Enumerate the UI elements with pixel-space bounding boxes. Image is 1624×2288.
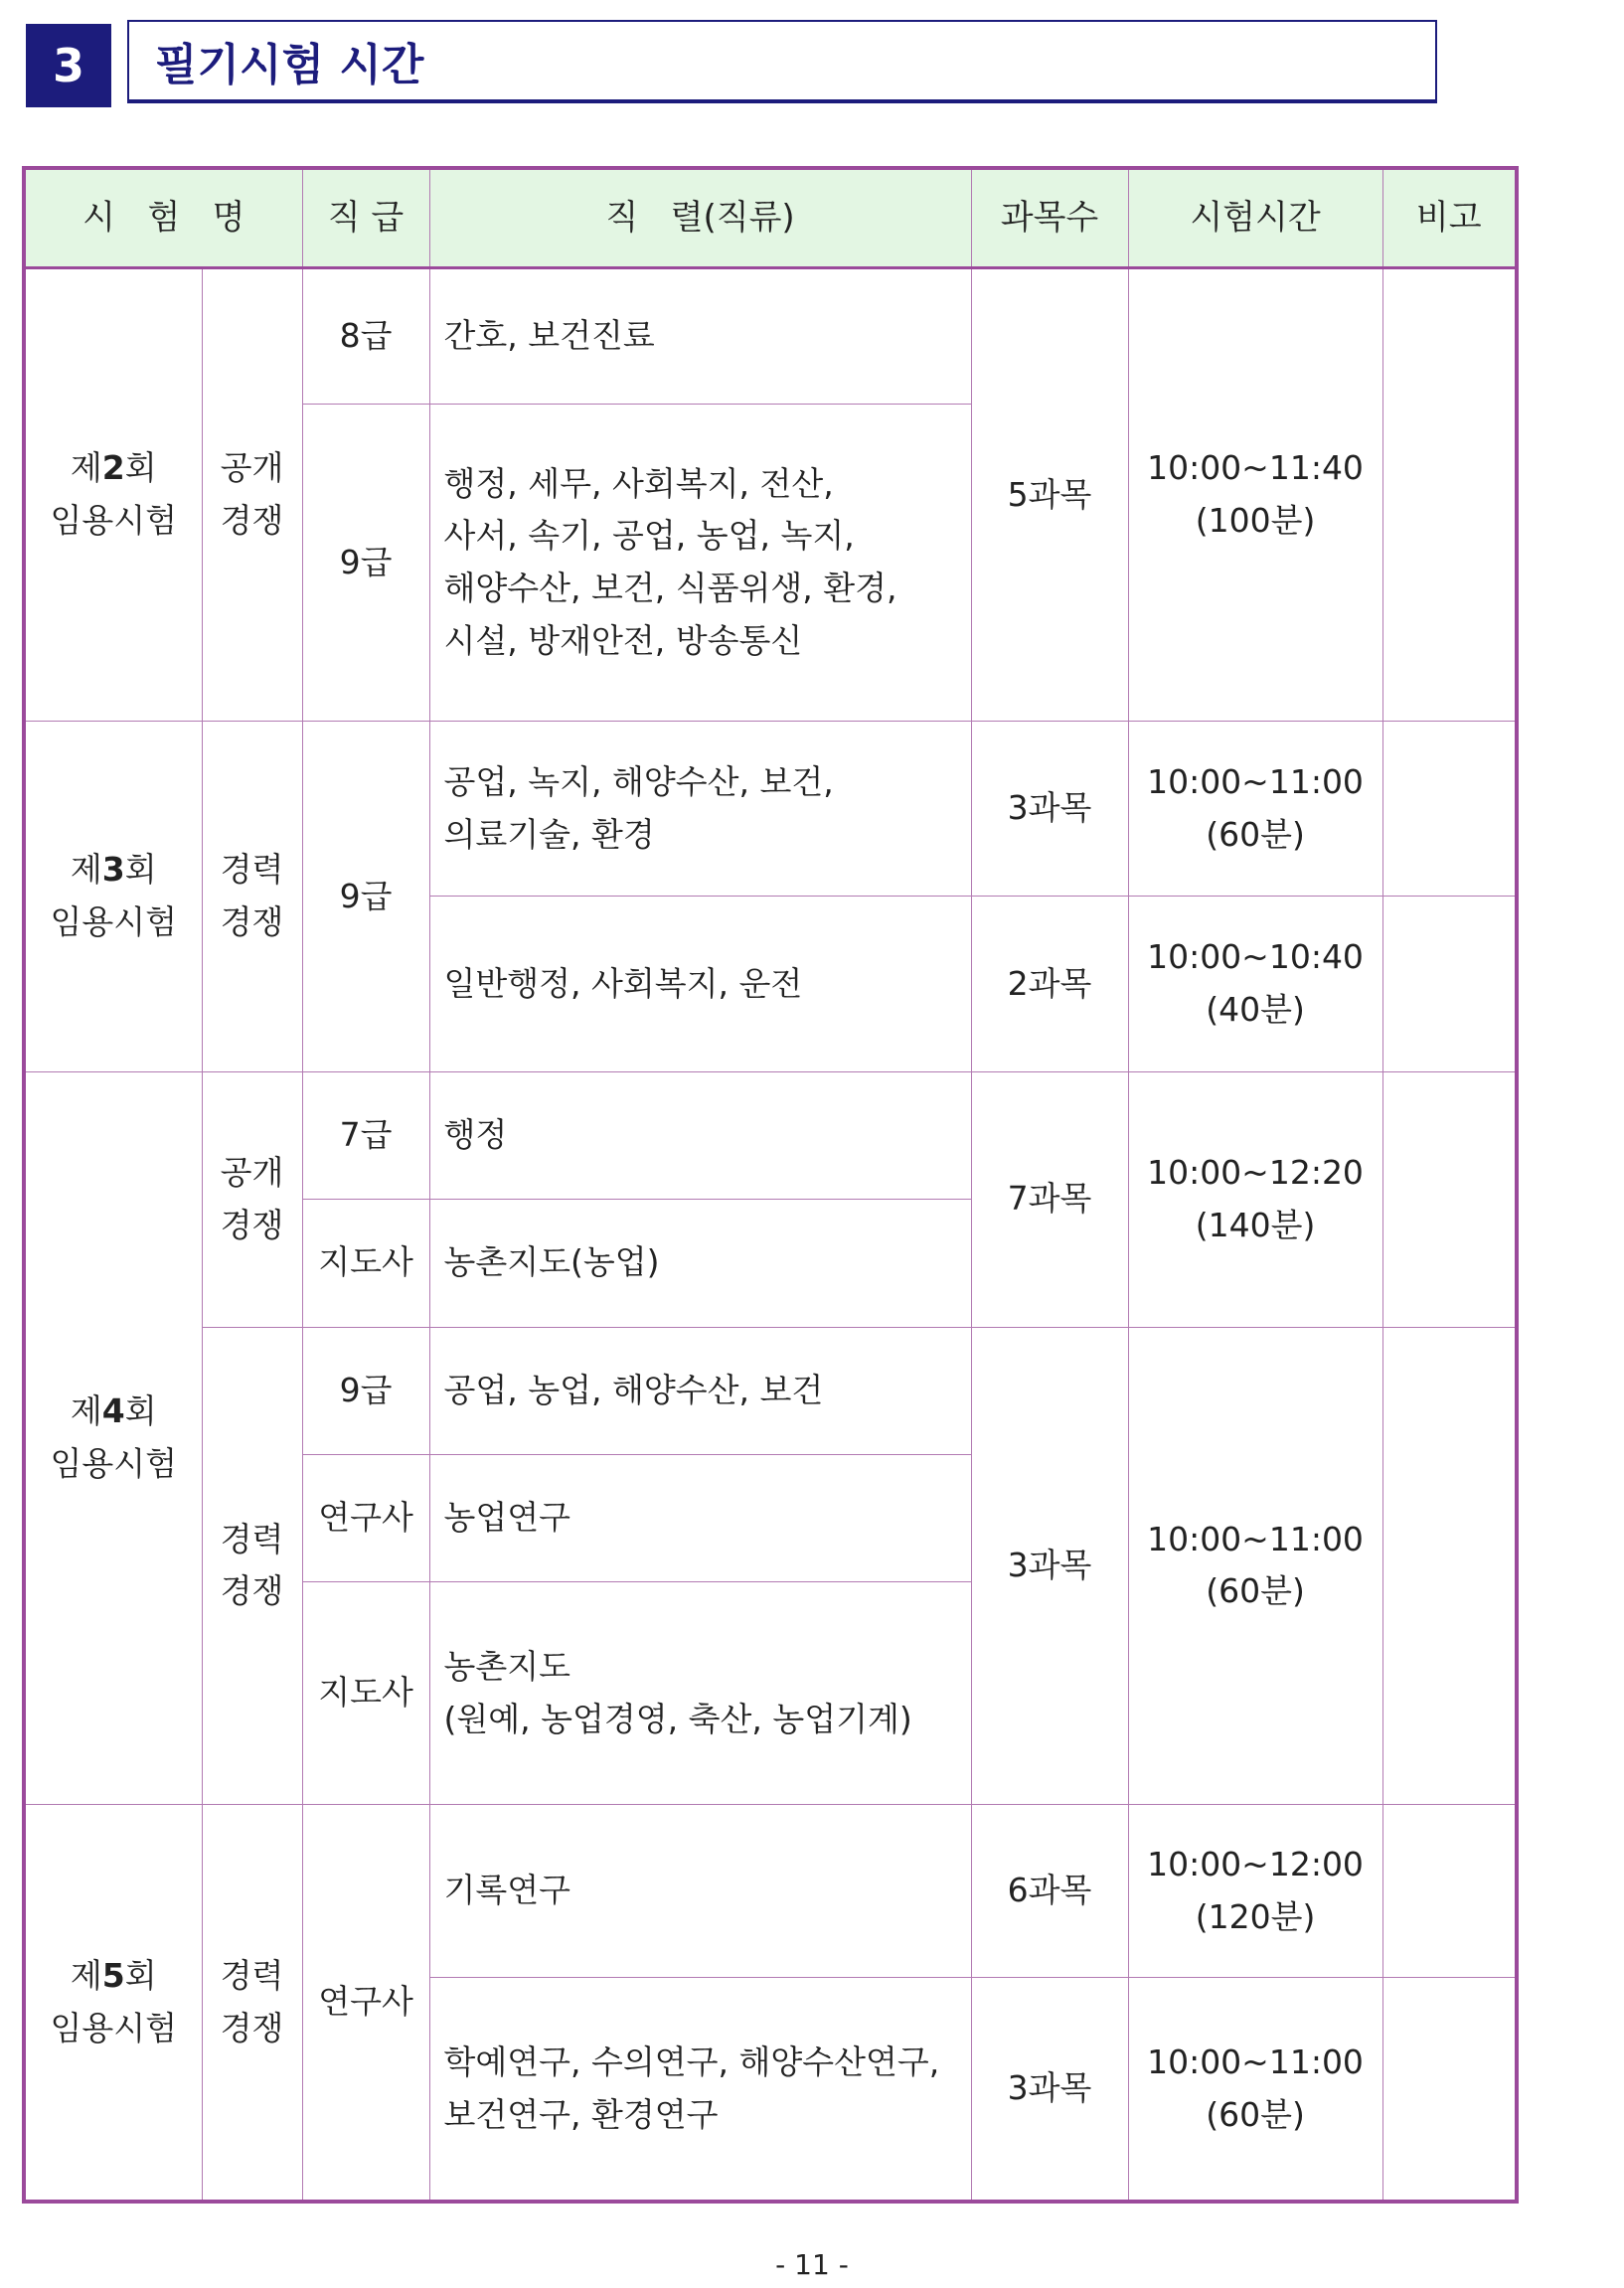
- series-cell: [429, 1978, 971, 2202]
- section-number: 3: [26, 24, 111, 107]
- time-duration: (120분): [1195, 1896, 1316, 1936]
- subjects-cell: 3과목: [971, 722, 1128, 897]
- type-cell: [202, 1071, 302, 1327]
- series-line: 공업, 녹지, 해양수산, 보건,: [443, 762, 834, 802]
- grade-cell: 지도사: [302, 1581, 429, 1804]
- series-line: 의료기술, 환경: [443, 814, 655, 854]
- note-cell: [1382, 268, 1517, 722]
- series-line: 시설, 방재안전, 방송통신: [443, 621, 803, 660]
- note-cell: [1382, 722, 1517, 897]
- table-row: [24, 1805, 1517, 1978]
- type-cell: [202, 722, 302, 1071]
- exam-schedule-table: [22, 166, 1519, 2204]
- header-exam-name: 시 험 명: [24, 168, 302, 268]
- series-line: 행정, 세무, 사회복지, 전산,: [443, 463, 834, 503]
- note-cell: [1382, 1805, 1517, 1978]
- round-cell: [24, 268, 202, 722]
- round-label: 제3회: [70, 850, 157, 890]
- time-cell: [1128, 1805, 1382, 1978]
- series-line: 해양수산, 보건, 식품위생, 환경,: [443, 569, 897, 608]
- note-cell: [1382, 1327, 1517, 1804]
- series-cell: [429, 405, 971, 722]
- type-label: 공개: [220, 448, 284, 488]
- round-sublabel: 임용시험: [50, 901, 177, 941]
- time-duration: (60분): [1206, 2094, 1305, 2134]
- type-sublabel: 경쟁: [220, 1205, 284, 1244]
- grade-cell: 8급: [302, 268, 429, 405]
- table-row: [24, 1071, 1517, 1199]
- grade-cell: 9급: [302, 722, 429, 1071]
- series-cell: 농업연구: [429, 1454, 971, 1581]
- type-sublabel: 경쟁: [220, 901, 284, 941]
- time-duration: (40분): [1206, 990, 1305, 1030]
- subjects-cell: 3과목: [971, 1327, 1128, 1804]
- section-title: 필기시험 시간: [127, 20, 1437, 103]
- time-cell: [1128, 1327, 1382, 1804]
- round-cell: [24, 722, 202, 1071]
- time-cell: [1128, 1978, 1382, 2202]
- series-cell: [429, 722, 971, 897]
- time-cell: [1128, 268, 1382, 722]
- series-line: 농촌지도: [443, 1646, 571, 1686]
- header-time: 시험시간: [1128, 168, 1382, 268]
- type-sublabel: 경쟁: [220, 501, 284, 541]
- time-range: 10:00~10:40: [1147, 937, 1364, 977]
- type-label: 공개: [220, 1152, 284, 1192]
- type-sublabel: 경쟁: [220, 1571, 284, 1611]
- series-line: (원예, 농업경영, 축산, 농업기계): [443, 1699, 912, 1738]
- time-duration: (60분): [1206, 814, 1305, 854]
- round-label: 제4회: [70, 1391, 157, 1431]
- time-range: 10:00~12:20: [1147, 1152, 1364, 1192]
- round-sublabel: 임용시험: [50, 1443, 177, 1483]
- time-range: 10:00~11:00: [1147, 2042, 1364, 2081]
- series-cell: 일반행정, 사회복지, 운전: [429, 897, 971, 1071]
- series-cell: 농촌지도(농업): [429, 1199, 971, 1327]
- round-label: 제2회: [70, 448, 157, 488]
- time-range: 10:00~11:40: [1147, 448, 1364, 488]
- round-sublabel: 임용시험: [50, 2008, 177, 2047]
- time-cell: [1128, 897, 1382, 1071]
- subjects-cell: 3과목: [971, 1978, 1128, 2202]
- series-line: 보건연구, 환경연구: [443, 2094, 719, 2134]
- header-series: 직 렬(직류): [429, 168, 971, 268]
- grade-cell: 9급: [302, 405, 429, 722]
- header-subjects: 과목수: [971, 168, 1128, 268]
- table-row: [24, 1327, 1517, 1454]
- round-cell: [24, 1071, 202, 1805]
- time-duration: (140분): [1195, 1205, 1316, 1244]
- note-cell: [1382, 1978, 1517, 2202]
- note-cell: [1382, 897, 1517, 1071]
- series-line: 학예연구, 수의연구, 해양수산연구,: [443, 2042, 940, 2081]
- round-sublabel: 임용시험: [50, 501, 177, 541]
- time-cell: [1128, 722, 1382, 897]
- round-cell: [24, 1805, 202, 2202]
- type-sublabel: 경쟁: [220, 2008, 284, 2047]
- time-range: 10:00~11:00: [1147, 762, 1364, 802]
- subjects-cell: 7과목: [971, 1071, 1128, 1327]
- time-duration: (60분): [1206, 1571, 1305, 1611]
- time-duration: (100분): [1195, 501, 1316, 541]
- series-cell: 간호, 보건진료: [429, 268, 971, 405]
- round-label: 제5회: [70, 1955, 157, 1995]
- subjects-cell: 6과목: [971, 1805, 1128, 1978]
- grade-cell: 9급: [302, 1327, 429, 1454]
- subjects-cell: 2과목: [971, 897, 1128, 1071]
- time-range: 10:00~11:00: [1147, 1519, 1364, 1558]
- series-cell: 행정: [429, 1071, 971, 1199]
- type-label: 경력: [220, 1955, 284, 1995]
- series-cell: [429, 1581, 971, 1804]
- type-cell: [202, 1805, 302, 2202]
- series-cell: 공업, 농업, 해양수산, 보건: [429, 1327, 971, 1454]
- time-range: 10:00~12:00: [1147, 1844, 1364, 1883]
- subjects-cell: 5과목: [971, 268, 1128, 722]
- series-line: 사서, 속기, 공업, 농업, 녹지,: [443, 516, 855, 556]
- type-cell: [202, 1327, 302, 1804]
- series-cell: 기록연구: [429, 1805, 971, 1978]
- grade-cell: 연구사: [302, 1805, 429, 2202]
- time-cell: [1128, 1071, 1382, 1327]
- grade-cell: 7급: [302, 1071, 429, 1199]
- header-note: 비고: [1382, 168, 1517, 268]
- table-row: [24, 722, 1517, 897]
- grade-cell: 지도사: [302, 1199, 429, 1327]
- header-row: [24, 168, 1517, 268]
- grade-cell: 연구사: [302, 1454, 429, 1581]
- type-cell: [202, 268, 302, 722]
- table-row: [24, 268, 1517, 405]
- header-grade: 직 급: [302, 168, 429, 268]
- note-cell: [1382, 1071, 1517, 1327]
- type-label: 경력: [220, 1519, 284, 1558]
- page-number: - 11 -: [775, 2248, 849, 2281]
- type-label: 경력: [220, 850, 284, 890]
